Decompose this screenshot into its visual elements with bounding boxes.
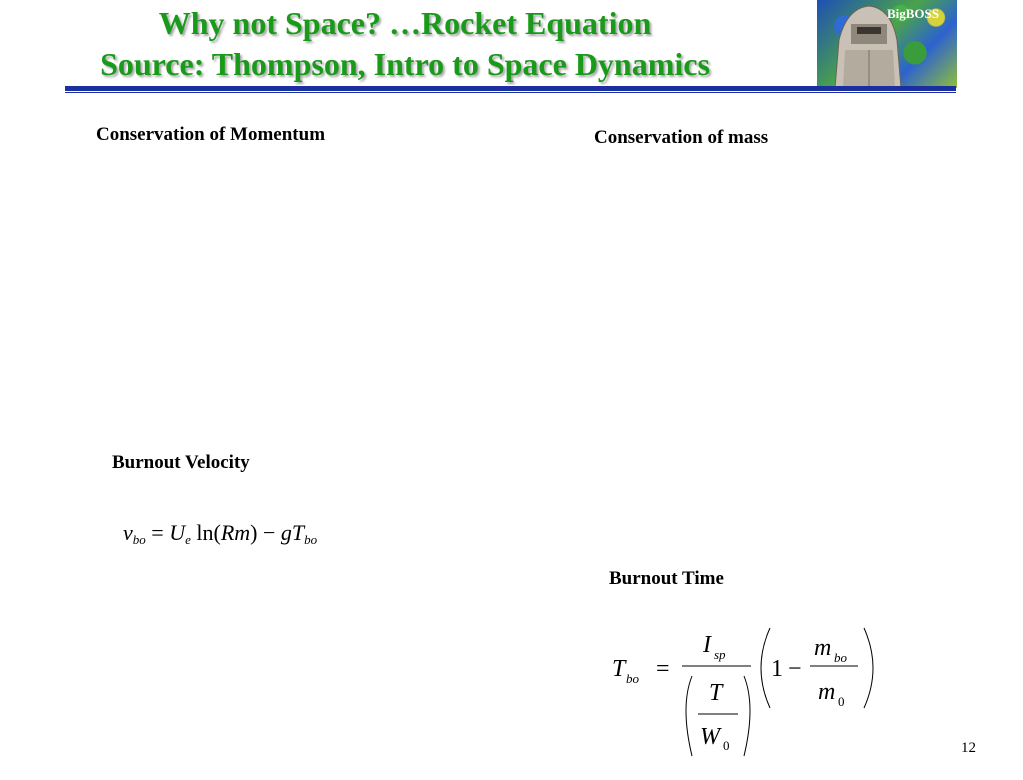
heading-conservation-momentum: Conservation of Momentum	[96, 124, 326, 145]
svg-text:W: W	[700, 724, 720, 750]
title-line-2: Source: Thompson, Intro to Space Dynamics	[100, 46, 710, 82]
burnout-time-equation	[612, 622, 882, 762]
svg-text:m: m	[818, 679, 836, 705]
svg-text:−: −	[788, 656, 802, 682]
svg-text:1: 1	[771, 656, 783, 682]
bigboss-logo	[817, 0, 957, 88]
title-rule-thin	[65, 92, 956, 93]
svg-text:T: T	[612, 656, 626, 682]
burnout-velocity-equation: $v_{bo} = U_e$ $\ln(Rm) - gT_{bo}$	[123, 520, 318, 547]
svg-text:0: 0	[723, 738, 730, 753]
svg-text:I: I	[703, 632, 711, 658]
heading-burnout-time: Burnout Time	[609, 568, 724, 589]
svg-text:sp: sp	[714, 647, 726, 662]
svg-text:bo: bo	[626, 671, 639, 686]
logo-label: BigBOSS	[886, 6, 939, 21]
svg-text:m: m	[814, 635, 832, 661]
heading-conservation-mass: Conservation of mass	[594, 127, 769, 148]
title-rule	[65, 86, 956, 91]
svg-text:bo: bo	[834, 650, 847, 665]
svg-text:=: =	[656, 656, 670, 682]
title-line-1: Why not Space? …Rocket Equation	[158, 5, 652, 41]
svg-text:T: T	[709, 680, 723, 706]
svg-text:0: 0	[838, 694, 845, 709]
heading-burnout-velocity: Burnout Velocity	[112, 452, 250, 473]
page-number: 12	[961, 740, 976, 756]
